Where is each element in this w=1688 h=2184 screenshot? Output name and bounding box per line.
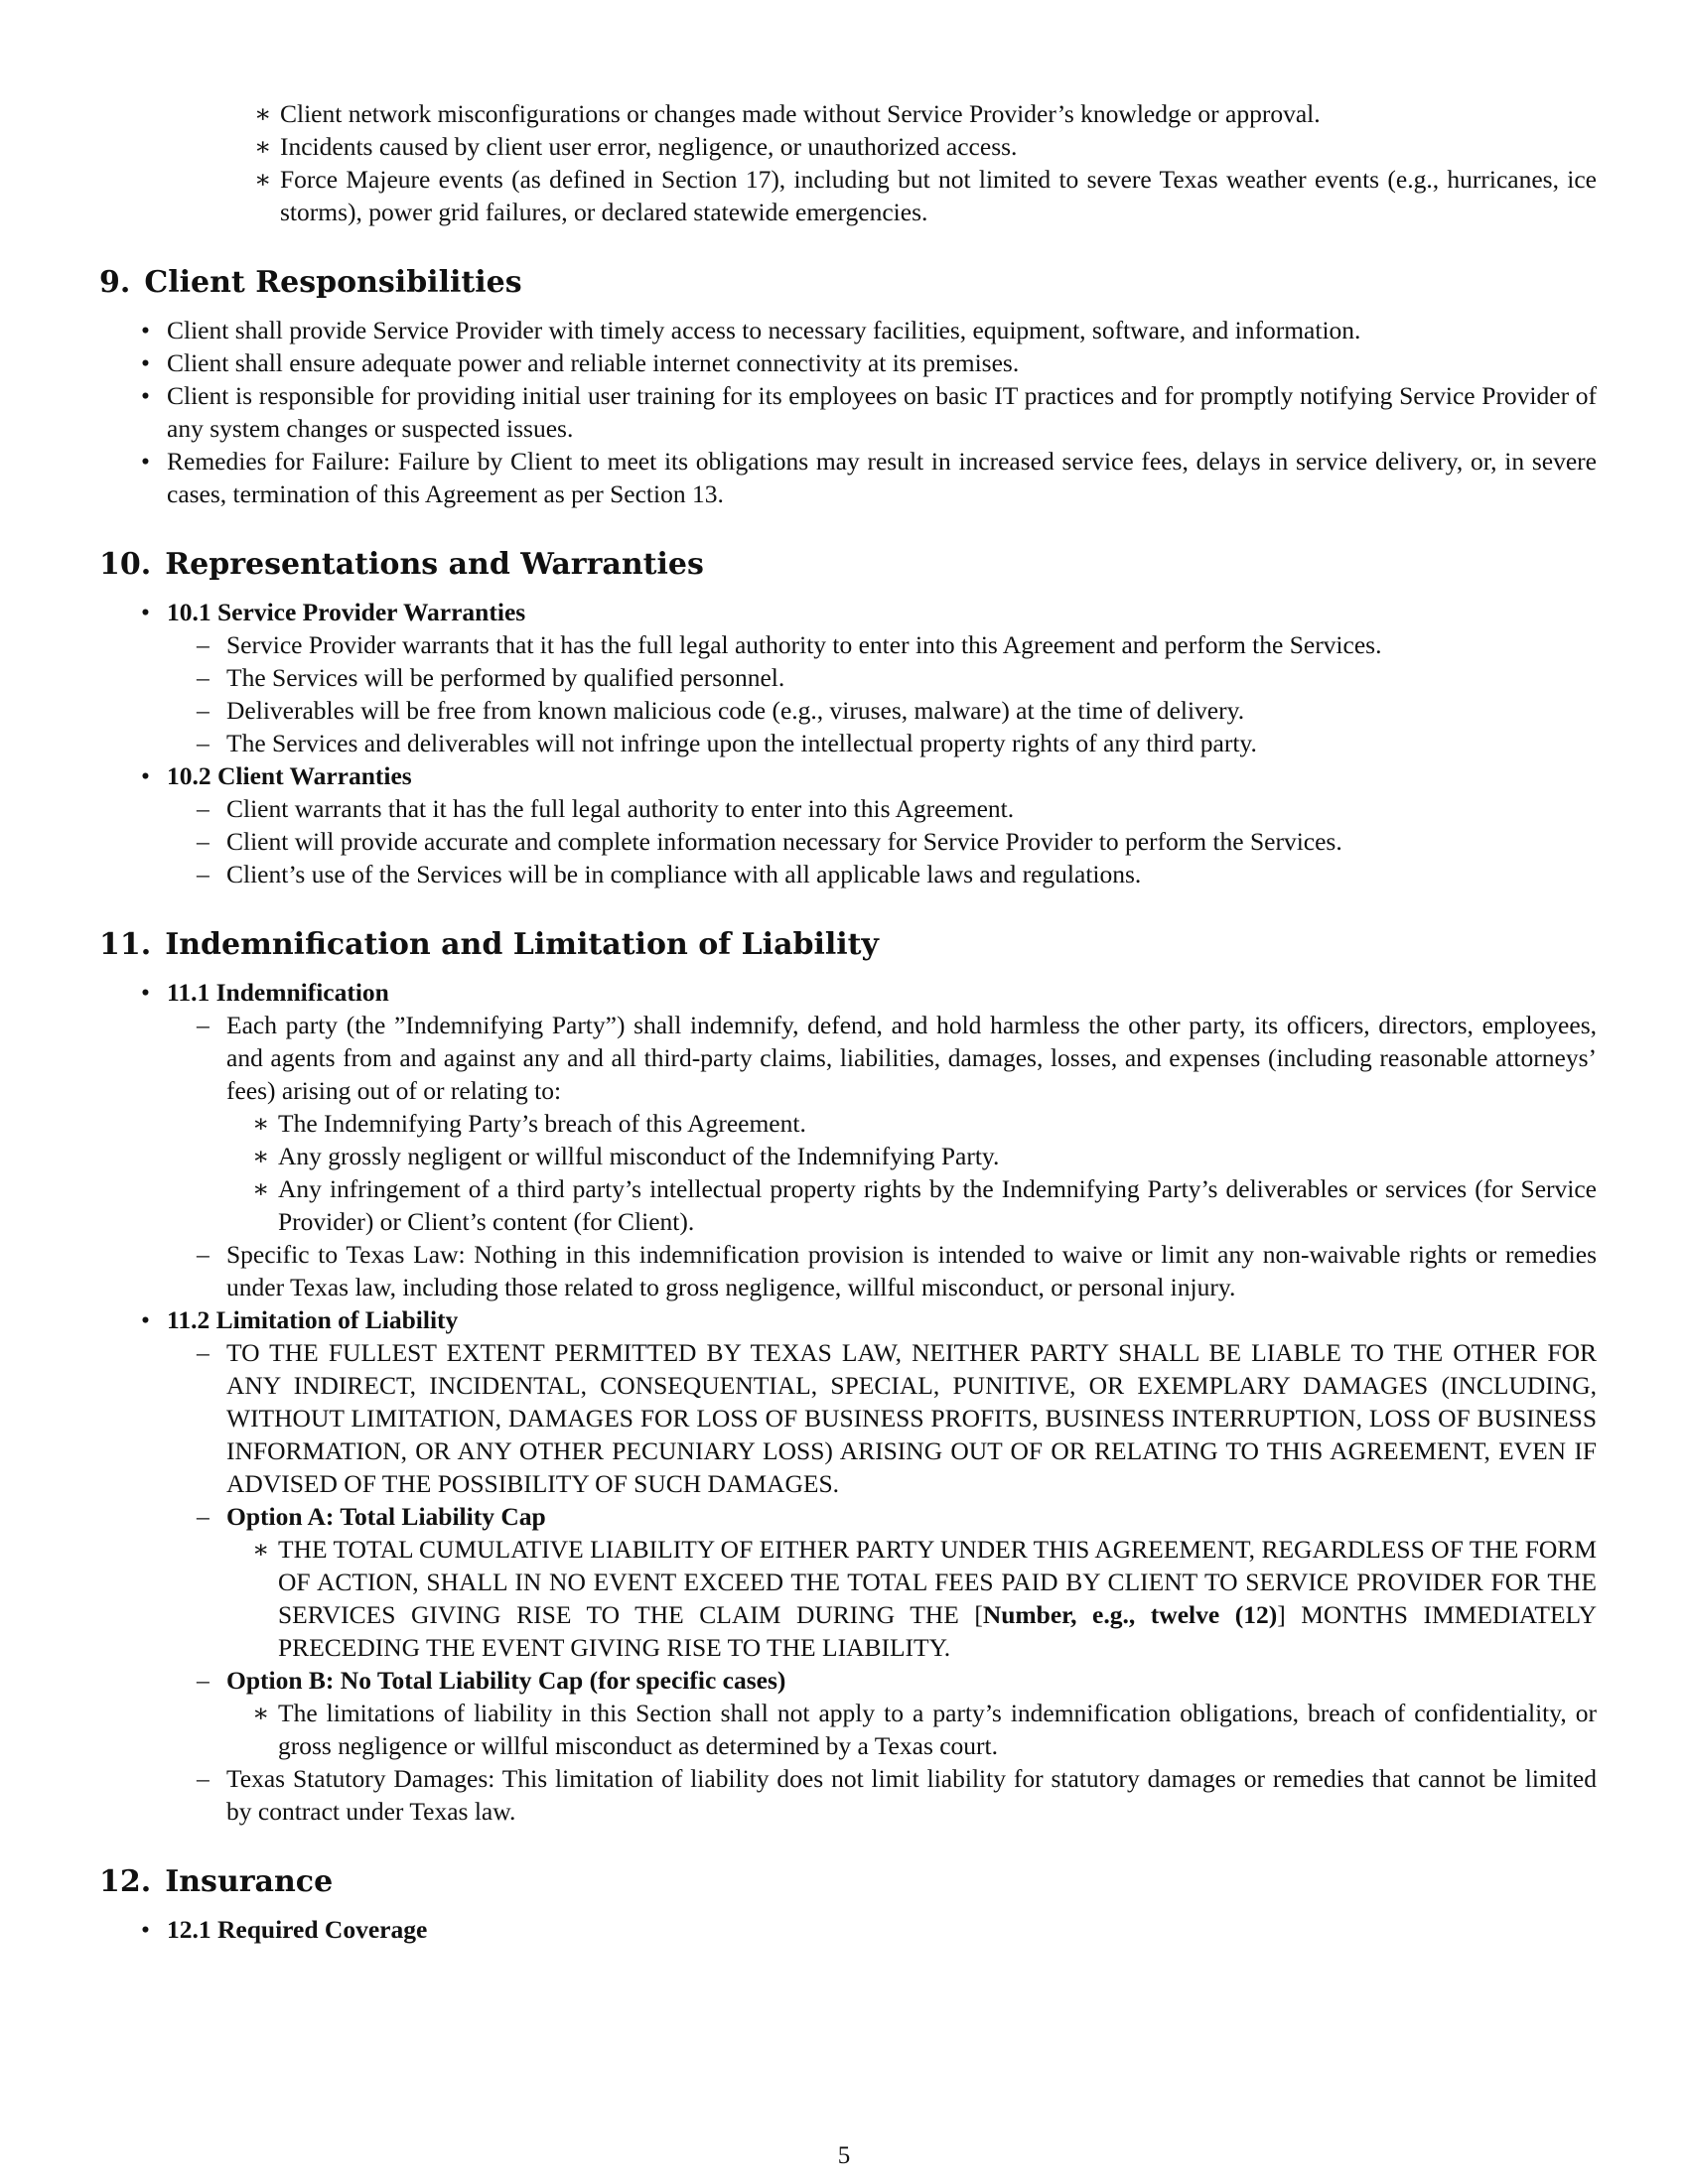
- subsection-title: 10.2 Client Warranties: [167, 761, 412, 790]
- list-item: ∗ The limitations of liability in this Section shall not apply to a party’s indemnification obligations, breach of confidentiality, or gross negligence or willful misconduct as determined by a Texas court.: [226, 1697, 1597, 1762]
- document-page: [99, 97, 1597, 1946]
- text: THE TOTAL CUMULATIVE LIABILITY OF EITHER PARTY UNDER THIS AGREEMENT, REGARDLESS OF THE FORM OF ACTION, SHALL IN NO EVENT EXCEED THE TOTAL FEES PAID BY CLIENT TO SERVICE PROVIDER FOR THE SERVICES GIVING RISE TO THE CLAIM DURING THE [: [278, 1535, 1597, 1629]
- section-number: 12.: [99, 1864, 152, 1899]
- option-title: Option B: No Total Liability Cap (for specific cases): [226, 1666, 786, 1695]
- section-9: [99, 264, 1597, 510]
- section-11: [99, 926, 1597, 1828]
- list-item: ∗ Force Majeure events (as defined in Section 17), including but not limited to severe Texas weather events (e.g., hurricanes, ice storms), power grid failures, or declared statewide emergencies.: [99, 163, 1597, 228]
- list-item: – Service Provider warrants that it has the full legal authority to enter into this Agreement and perform the Services.: [167, 628, 1597, 661]
- list-item: – The Services and deliverables will not infringe upon the intellectual property rights of any third party.: [167, 727, 1597, 759]
- warranty-list: [167, 792, 1597, 890]
- list-item: – Texas Statutory Damages: This limitation of liability does not limit liability for statutory damages or remedies that cannot be limited by contract under Texas law.: [167, 1762, 1597, 1828]
- section-11-list: [99, 976, 1597, 1828]
- section-9-list: [99, 314, 1597, 510]
- indemnification-grounds-list: [226, 1107, 1597, 1238]
- section-number: 9.: [99, 265, 131, 300]
- list-item: ∗ Any grossly negligent or willful misconduct of the Indemnifying Party.: [226, 1140, 1597, 1172]
- list-item: [226, 1533, 1597, 1664]
- subsection-10-2: [99, 759, 1597, 890]
- list-item: – The Services will be performed by qualified personnel.: [167, 661, 1597, 694]
- option-title: Option A: Total Liability Cap: [226, 1502, 546, 1531]
- section-heading: [99, 1863, 1597, 1901]
- subsection-11-2: [99, 1303, 1597, 1828]
- section-heading: [99, 926, 1597, 964]
- section-10: [99, 546, 1597, 890]
- list-item: – Client warrants that it has the full legal authority to enter into this Agreement.: [167, 792, 1597, 825]
- section-heading: [99, 264, 1597, 302]
- section-number: 10.: [99, 547, 152, 582]
- list-item: [167, 1009, 1597, 1238]
- section-title: Client Responsibilities: [144, 265, 522, 300]
- section-number: 11.: [99, 927, 152, 962]
- option-a: [167, 1500, 1597, 1664]
- list-item: • Client shall ensure adequate power and reliable internet connectivity at its premises.: [99, 346, 1597, 379]
- list-item: • Client shall provide Service Provider with timely access to necessary facilities, equipment, software, and information.: [99, 314, 1597, 346]
- section-title: Insurance: [165, 1864, 334, 1899]
- subsection-title: 11.1 Indemnification: [167, 978, 389, 1007]
- subsection-title: 11.2 Limitation of Liability: [167, 1305, 459, 1334]
- section-heading: [99, 546, 1597, 584]
- list-item: ∗ The Indemnifying Party’s breach of this Agreement.: [226, 1107, 1597, 1140]
- limitation-list: [167, 1336, 1597, 1828]
- section-12-list: [99, 1913, 1597, 1946]
- option-a-list: [226, 1533, 1597, 1664]
- continued-exclusions-list: [99, 97, 1597, 228]
- page-number: 5: [837, 2142, 851, 2169]
- section-title: Indemnification and Limitation of Liability: [165, 927, 879, 962]
- subsection-11-1: [99, 976, 1597, 1303]
- option-b: [167, 1664, 1597, 1762]
- list-item: – Specific to Texas Law: Nothing in this indemnification provision is intended to waive or limit any non-waivable rights or remedies under Texas law, including those related to gross negligence, willful misconduct, or personal injury.: [167, 1238, 1597, 1303]
- warranty-list: [167, 628, 1597, 759]
- list-item: – TO THE FULLEST EXTENT PERMITTED BY TEXAS LAW, NEITHER PARTY SHALL BE LIABLE TO THE OTHER FOR ANY INDIRECT, INCIDENTAL, CONSEQUENTIAL, SPECIAL, PUNITIVE, OR EXEMPLARY DAMAGES (INCLUDING, WITHOUT LIMITATION, DAMAGES FOR LOSS OF BUSINESS PROFITS, BUSINESS INTERRUPTION, LOSS OF BUSINESS INFORMATION, OR ANY OTHER PECUNIARY LOSS) ARISING OUT OF OR RELATING TO THIS AGREEMENT, EVEN IF ADVISED OF THE POSSIBILITY OF SUCH DAMAGES.: [167, 1336, 1597, 1500]
- list-item: – Deliverables will be free from known malicious code (e.g., viruses, malware) at the time of delivery.: [167, 694, 1597, 727]
- subsection-12-1: [99, 1913, 1597, 1946]
- list-item: ∗ Incidents caused by client user error, negligence, or unauthorized access.: [99, 130, 1597, 163]
- section-10-list: [99, 596, 1597, 890]
- subsection-10-1: [99, 596, 1597, 759]
- subsection-title: 12.1 Required Coverage: [167, 1915, 428, 1944]
- subsection-title: 10.1 Service Provider Warranties: [167, 598, 526, 626]
- placeholder-text: Number, e.g., twelve (12): [982, 1600, 1278, 1629]
- list-item: ∗ Any infringement of a third party’s intellectual property rights by the Indemnifying Party’s deliverables or services (for Service Provider) or Client’s content (for Client).: [226, 1172, 1597, 1238]
- indemnification-list: [167, 1009, 1597, 1303]
- section-title: Representations and Warranties: [165, 547, 704, 582]
- section-12: [99, 1863, 1597, 1946]
- list-item: • Remedies for Failure: Failure by Client to meet its obligations may result in increased service fees, delays in service delivery, or, in severe cases, termination of this Agreement as per Section 13.: [99, 445, 1597, 510]
- list-item: – Client will provide accurate and complete information necessary for Service Provider to perform the Services.: [167, 825, 1597, 858]
- list-item: • Client is responsible for providing initial user training for its employees on basic IT practices and for promptly notifying Service Provider of any system changes or suspected issues.: [99, 379, 1597, 445]
- option-b-list: [226, 1697, 1597, 1762]
- list-item: ∗ Client network misconfigurations or changes made without Service Provider’s knowledge or approval.: [99, 97, 1597, 130]
- list-item: – Client’s use of the Services will be in compliance with all applicable laws and regulations.: [167, 858, 1597, 890]
- text: ] MONTHS IMMEDIATELY PRECEDING THE EVENT GIVING RISE TO THE LIABILITY.: [278, 1600, 1597, 1662]
- paragraph: Each party (the ”Indemnifying Party”) shall indemnify, defend, and hold harmless the other party, its officers, directors, employees, and agents from and against any and all third-party claims, liabilities, damages, losses, and expenses (including reasonable attorneys’ fees) arising out of or relating to:: [226, 1011, 1597, 1105]
